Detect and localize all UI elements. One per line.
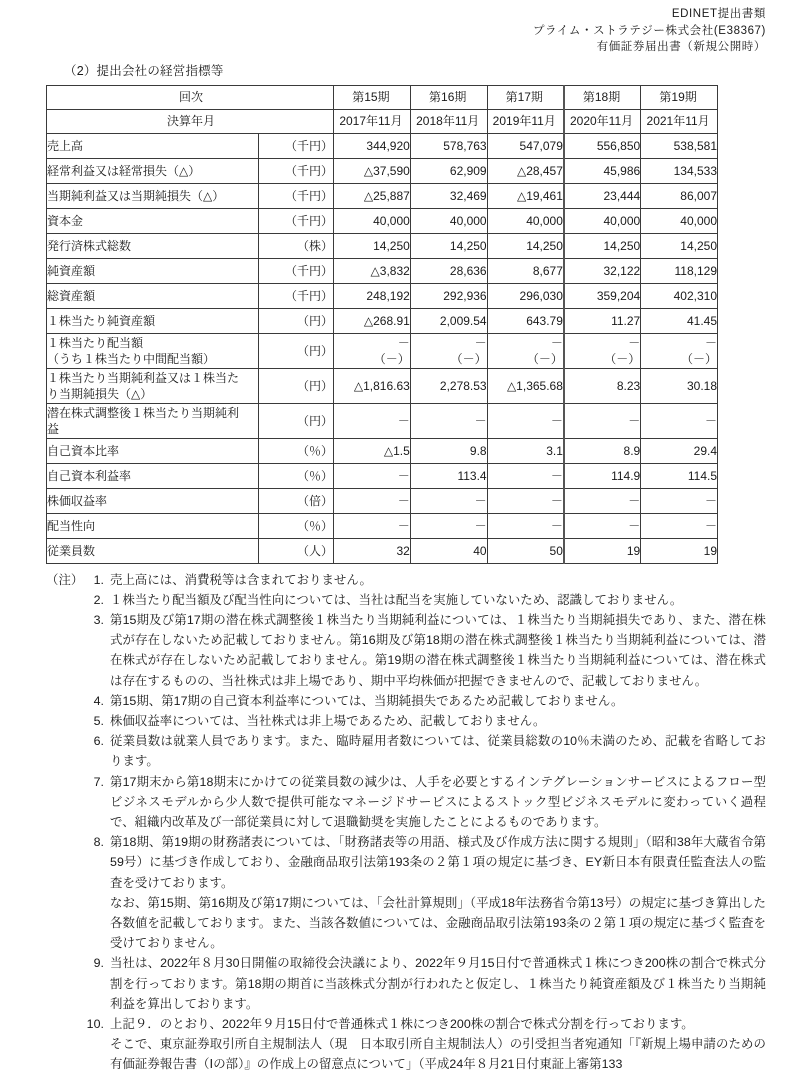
table-row-label: 潜在株式調整後１株当たり当期純利 益 [47,403,259,438]
table-row-unit: （株） [259,233,334,258]
table-cell-value: － [334,463,411,488]
table-cell-value: 292,936 [410,283,487,308]
table-row [47,308,718,333]
table-cell-value: － （－） [641,333,718,368]
table-cell-value: 62,909 [410,158,487,183]
table-row-label: 売上高 [47,133,259,158]
table-cell-value: 29.4 [641,438,718,463]
table-cell-value: 643.79 [487,308,564,333]
table-row-label: 当期純利益又は当期純損失（△） [47,183,259,208]
table-cell-value: △25,887 [334,183,411,208]
note-number: 8. [93,835,104,850]
table-cell-value: － [641,513,718,538]
table-cell-value: 8.23 [564,368,641,403]
table-cell-value: － [334,513,411,538]
table-cell-value: 296,030 [487,283,564,308]
table-cell-value: 32 [334,538,411,563]
table-row-label: １株当たり純資産額 [47,308,259,333]
note-number: 1. [93,572,104,587]
table-row [47,438,718,463]
table-cell-value: 134,533 [641,158,718,183]
table-cell-value: 14,250 [334,233,411,258]
document-header [46,6,766,56]
table-row-label: 総資産額 [47,283,259,308]
table-cell-value: － [564,488,641,513]
table-cell-value: 86,007 [641,183,718,208]
table-row-unit: （千円） [259,183,334,208]
table-cell-value: 40,000 [334,208,411,233]
table-cell-value: 41.45 [641,308,718,333]
table-header-row-period [47,85,718,109]
note-item [46,711,766,731]
table-row [47,283,718,308]
page-title: （2）提出会社の経営指標等 [64,63,224,78]
note-number: 7. [93,774,104,789]
table-row-unit: （千円） [259,133,334,158]
table-cell-value: 14,250 [564,233,641,258]
note-item [46,953,766,1014]
table-header-row-fiscal [47,109,718,133]
table-cell-value: 11.27 [564,308,641,333]
table-cell-value: － [487,463,564,488]
table-cell-value: 32,469 [410,183,487,208]
table-cell-value: － [410,403,487,438]
table-cell-value: － [410,513,487,538]
note-number: 3. [93,612,104,627]
note-text: 第15期、第17期の自己資本利益率については、当期純損失であるため記載しておりません。 [110,693,624,708]
table-cell-value: 344,920 [334,133,411,158]
table-row-unit: （千円） [259,158,334,183]
table-row-label: 資本金 [47,208,259,233]
table-row [47,208,718,233]
note-number: 2. [93,592,104,607]
table-row [47,538,718,563]
note-item [46,590,766,610]
table-row-unit: （円） [259,308,334,333]
table-cell-value: 578,763 [410,133,487,158]
note-text: 第17期末から第18期末にかけての従業員数の減少は、人手を必要とするインテグレーションサービスによるフロー型ビジネスモデルから少人数で提供可能なマネージドサービスによるストック型ビジネスモデルに変わっていく過程で、組織内改革及び一部従業員に対して退職勧奨を実施したことによるものであります。 [110,774,766,829]
table-cell-value: 2018年11月 [410,109,487,133]
table-cell-value: － （－） [564,333,641,368]
table-row-unit: （円） [259,333,334,368]
note-number: 6. [93,734,104,749]
table-row-label: １株当たり配当額 （うち１株当たり中間配当額） [47,333,259,368]
note-number: 10. [86,1016,104,1031]
table-cell-value: 556,850 [564,133,641,158]
table-cell-value: 359,204 [564,283,641,308]
table-row-unit: （％） [259,513,334,538]
table-cell-value: 114.9 [564,463,641,488]
table-cell-value: 8,677 [487,258,564,283]
note-text: 当社は、2022年８月30日開催の取締役会決議により、2022年９月15日付で普通株式１株につき200株の割合で株式分割を行っております。第18期の期首に当該株式分割が行われたと仮定し、１株当たり純資産額及び１株当たり当期純利益を算出しております。 [110,956,766,1011]
table-row-unit: （千円） [259,208,334,233]
table-cell-value: 28,636 [410,258,487,283]
table-row-label: 経常利益又は経常損失（△） [47,158,259,183]
table-cell-value: － （－） [334,333,411,368]
table-row [47,488,718,513]
table-cell-value: 8.9 [564,438,641,463]
note-number: 4. [93,693,104,708]
table-cell-value: 118,129 [641,258,718,283]
table-cell-value: 402,310 [641,283,718,308]
table-row [47,158,718,183]
table-cell-value: － （－） [487,333,564,368]
table-cell-value: 3.1 [487,438,564,463]
note-text: 上記９．のとおり、2022年９月15日付で普通株式１株につき200株の割合で株式分割を行っております。 そこで、東京証券取引所自主規制法人（現 日本取引所自主規制法人）の引受担当者宛通知「『新規上場申請のための有価証券報告書（Ⅰの部）』の作成上の留意点について」（平成24年８月21日付東証上審第133 [110,1016,766,1072]
table-cell-value: 第18期 [564,85,641,109]
table-cell-value: 第15期 [334,85,411,109]
table-row-label: 発行済株式総数 [47,233,259,258]
table-row-label: 純資産額 [47,258,259,283]
table-header-label-period: 回次 [47,85,334,109]
note-text: 従業員数は就業人員であります。また、臨時雇用者数については、従業員総数の10％未満のため、記載を省略しております。 [110,734,766,769]
table-cell-value: － （－） [410,333,487,368]
note-number: 9. [93,956,104,971]
table-cell-value: 第17期 [487,85,564,109]
table-row [47,183,718,208]
table-cell-value: △268.91 [334,308,411,333]
note-item [46,691,766,711]
table-cell-value: △1,816.63 [334,368,411,403]
table-cell-value: － [564,403,641,438]
table-cell-value: 19 [641,538,718,563]
table-cell-value: 40,000 [641,208,718,233]
note-item [46,570,766,590]
table-cell-value: － [641,488,718,513]
table-cell-value: 9.8 [410,438,487,463]
table-cell-value: 113.4 [410,463,487,488]
table-cell-value: 2019年11月 [487,109,564,133]
table-cell-value: 2021年11月 [641,109,718,133]
table-row-label: 株価収益率 [47,488,259,513]
table-cell-value: 45,986 [564,158,641,183]
table-row [47,258,718,283]
table-row-unit: （倍） [259,488,334,513]
table-cell-value: △28,457 [487,158,564,183]
table-cell-value: 2,009.54 [410,308,487,333]
note-item [46,832,766,953]
table-cell-value: － [564,513,641,538]
table-cell-value: △3,832 [334,258,411,283]
table-cell-value: 248,192 [334,283,411,308]
table-cell-value: 2020年11月 [564,109,641,133]
table-cell-value: － [410,488,487,513]
table-row [47,133,718,158]
table-cell-value: △37,590 [334,158,411,183]
table-row [47,463,718,488]
table-row-unit: （％） [259,438,334,463]
note-text: 第18期、第19期の財務諸表については、「財務諸表等の用語、様式及び作成方法に関する規則」（昭和38年大蔵省令第59号）に基づき作成しており、金融商品取引法第193条の２第１項の規定に基づき、EY新日本有限責任監査法人の監査を受けております。 なお、第15期、第16期及び第17期については、「会社計算規則」（平成18年法務省令第13号）の規定に基づき算出した各数値を記載しております。また、当該各数値については、金融商品取引法第193条の２第１項の規定に基づく監査を受けておりません。 [110,835,766,951]
table-row-unit: （円） [259,368,334,403]
table-cell-value: 30.18 [641,368,718,403]
table-cell-value: 50 [487,538,564,563]
table-row-unit: （千円） [259,283,334,308]
table-cell-value: 40,000 [487,208,564,233]
table-row [47,233,718,258]
notes-section [46,570,766,1075]
table-cell-value: － [487,488,564,513]
table-cell-value: △1.5 [334,438,411,463]
table-cell-value: － [334,403,411,438]
note-text: 株価収益率については、当社株式は非上場であるため、記載しておりません。 [110,713,546,728]
table-cell-value: 2,278.53 [410,368,487,403]
table-cell-value: △19,461 [487,183,564,208]
table-row-label: 自己資本利益率 [47,463,259,488]
table-cell-value: － [334,488,411,513]
table-row-label: 自己資本比率 [47,438,259,463]
table-cell-value: 40,000 [564,208,641,233]
table-cell-value: 114.5 [641,463,718,488]
company-name: プライム・ストラテジー株式会社(E38367) [532,24,766,37]
table-row-label: 従業員数 [47,538,259,563]
table-cell-value: 32,122 [564,258,641,283]
note-item [46,772,766,833]
table-row-unit: （円） [259,403,334,438]
table-cell-value: 2017年11月 [334,109,411,133]
notes-prefix-label: （注） [46,572,84,587]
table-cell-value: 14,250 [410,233,487,258]
note-text: １株当たり配当額及び配当性向については、当社は配当を実施していないため、認識しておりません。 [110,592,683,607]
note-number: 5. [93,713,104,728]
table-row [47,333,718,368]
note-item [46,1014,766,1075]
table-row-label: １株当たり当期純利益又は１株当た り当期純損失（△） [47,368,259,403]
note-text: 売上高には、消費税等は含まれておりません。 [110,572,372,587]
table-row-unit: （人） [259,538,334,563]
note-item [46,731,766,771]
table-row-label: 配当性向 [47,513,259,538]
table-cell-value: 第16期 [410,85,487,109]
document-type: 有価証券届出書（新規公開時） [596,41,766,53]
table-row [47,513,718,538]
table-row [47,368,718,403]
note-text: 第15期及び第17期の潜在株式調整後１株当たり当期純利益については、１株当たり当期純損失であり、また、潜在株式が存在しないため記載しておりません。第16期及び第18期の潜在株式調整後１株当たり当期純利益については、潜在株式が存在しないため記載しておりません。第19期の潜在株式調整後１株当たり当期純利益については、潜在株式は存在するものの、当社株式は非上場であり、期中平均株価が把握できませんので、記載しておりません。 [110,612,766,688]
management-indicators-table [46,85,718,564]
edinet-label: EDINET提出書類 [671,8,766,20]
table-header-label-fiscal: 決算年月 [47,109,334,133]
table-cell-value: 538,581 [641,133,718,158]
table-cell-value: － [487,403,564,438]
table-cell-value: 14,250 [487,233,564,258]
table-cell-value: － [487,513,564,538]
table-cell-value: 第19期 [641,85,718,109]
table-cell-value: 23,444 [564,183,641,208]
note-item [46,610,766,691]
table-row [47,403,718,438]
table-cell-value: 547,079 [487,133,564,158]
table-row-unit: （％） [259,463,334,488]
table-cell-value: 19 [564,538,641,563]
table-cell-value: － [641,403,718,438]
table-cell-value: 40,000 [410,208,487,233]
table-cell-value: 40 [410,538,487,563]
table-cell-value: △1,365.68 [487,368,564,403]
table-row-unit: （千円） [259,258,334,283]
table-cell-value: 14,250 [641,233,718,258]
